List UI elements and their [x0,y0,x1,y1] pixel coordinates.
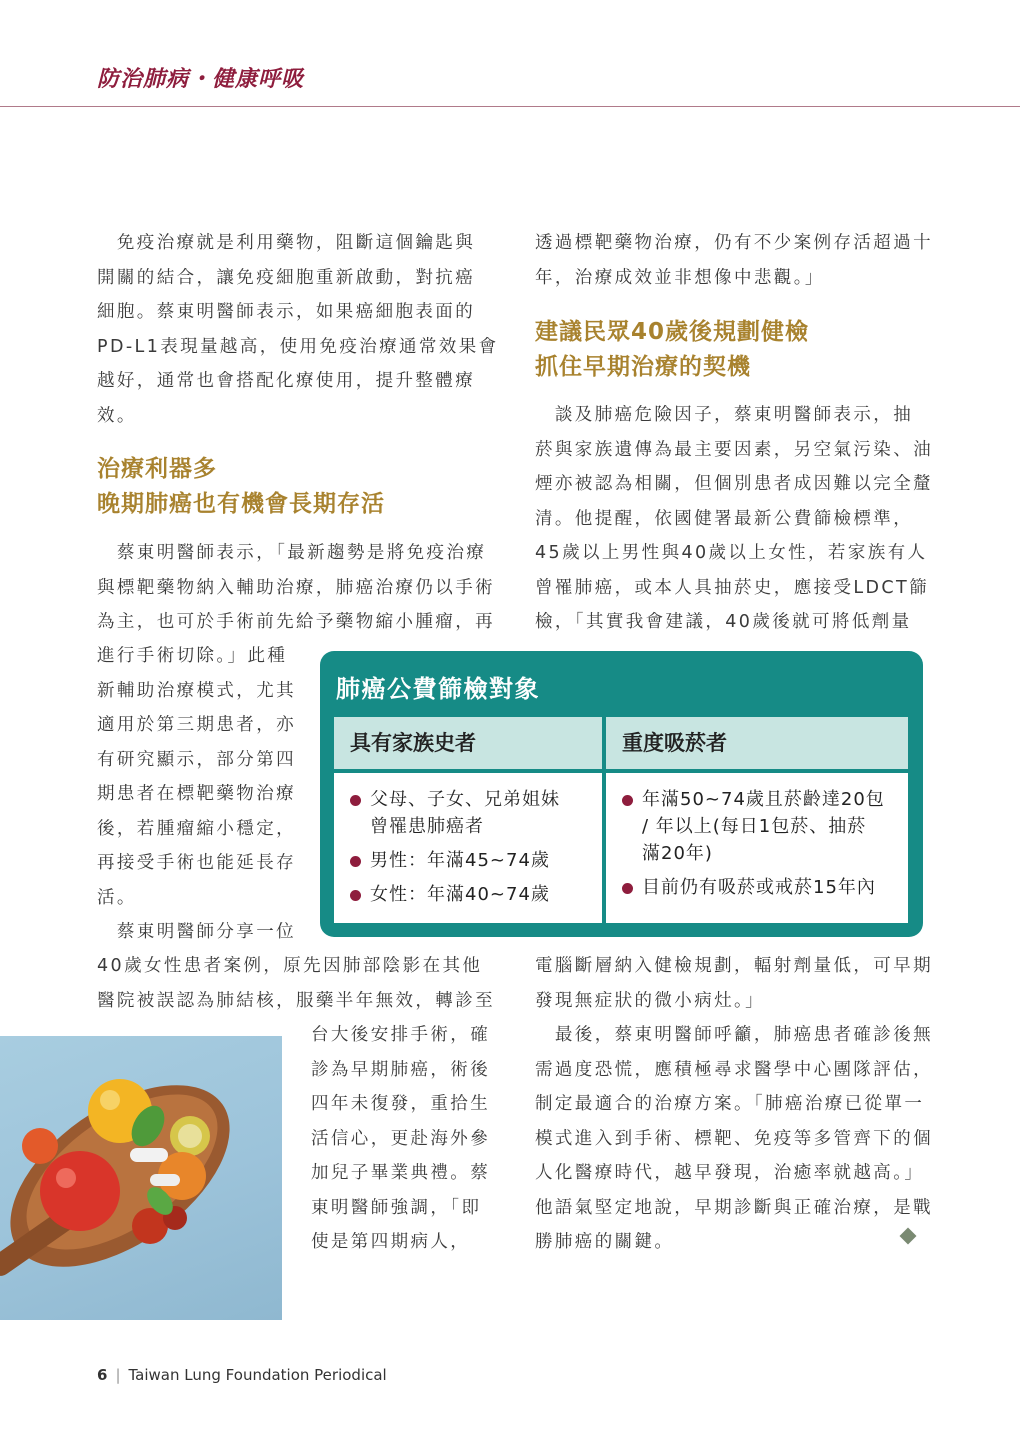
text-line: 東明醫師強調，「即 [311,1197,482,1218]
text-line: 使是第四期病人， [311,1232,471,1252]
text-line: 曾罹肺癌，或本人具抽菸史，應接受LDCT篩 [535,577,930,598]
section-title: 防治肺病・健康呼吸 [97,66,305,92]
text-line: 制定最適合的治療方案。「肺癌治療已從單一 [535,1094,925,1114]
heading-screening-advice [535,315,809,385]
heading-treatment-tools [97,452,385,522]
bullet-item [348,786,592,840]
text-line: 醫院被誤認為肺結核，服藥半年無效，轉診至 [97,990,495,1011]
text-line: 有研究顯示，部分第四 [97,749,296,770]
text-line: 後，若腫瘤縮小穩定， [97,818,296,839]
paragraph-targeted [535,226,933,295]
page-number: 6 [97,1366,108,1384]
column-header-family-history: 具有家族史者 [334,717,602,769]
bullet-item [620,874,898,901]
bullet-item [348,847,592,874]
text-line: 進行手術切除。」此種 [97,646,288,666]
text-line: 他語氣堅定地說，早期診斷與正確治療，是戰 [535,1197,933,1218]
bullet-line: 目前仍有吸菸或戒菸15年內 [642,877,876,898]
publication-name: Taiwan Lung Foundation Periodical [128,1366,387,1384]
paragraph-case [97,949,495,1018]
text-line: 四年未復發，重拾生 [311,1094,491,1114]
text-line: 新輔助治療模式，尤其 [97,680,296,701]
text-line: 人化醫療時代，越早發現，治癒率就越高。」 [535,1163,925,1183]
vegetables-spoon-photo [0,1036,282,1320]
bullet-line: 曾罹患肺癌者 [370,816,484,837]
text-line: 發現無症狀的微小病灶。」 [535,990,766,1011]
bullet-line: 男性：年滿45~74歲 [370,850,550,871]
text-line: 電腦斷層納入健檢規劃，輻射劑量低，可早期 [535,956,933,976]
paragraph-adjuvant [97,536,495,640]
bullet-line: 年滿50~74歲且菸齡達20包 [642,789,885,810]
text-line: 勝肺癌的關鍵。 [535,1232,675,1252]
screening-eligibility-box [320,651,923,937]
bullet-item [620,786,898,867]
bullet-line: 滿20年) [642,843,713,864]
text-line: 開關的結合，讓免疫細胞重新啟動，對抗癌 [97,267,476,288]
text-line: 加兒子畢業典禮。蔡 [311,1163,491,1183]
bullet-item [348,881,592,908]
column-body-family-history [334,773,602,923]
footer-separator: | [115,1366,121,1384]
page-footer [97,1366,387,1384]
bullet-line: / 年以上(每日1包菸、抽菸 [642,816,867,837]
text-line: 模式進入到手術、標靶、免疫等多管齊下的個 [535,1128,933,1149]
text-line: 建議民眾40歲後規劃健檢 [535,319,810,345]
bullet-line: 父母、子女、兄弟姐妹 [370,789,560,810]
text-line: 45歲以上男性與40歲以上女性，若家族有人 [535,543,928,563]
paragraph-adjuvant-narrow [97,639,296,950]
header-divider [0,106,1020,107]
text-line: 細胞。蔡東明醫師表示，如果癌細胞表面的 [97,302,476,322]
text-line: 再接受手術也能延長存 [97,853,296,873]
text-line: 蔡東明醫師分享一位 [97,922,296,942]
text-line: 期患者在標靶藥物治療 [97,784,296,804]
text-line: 適用於第三期患者，亦 [97,715,296,735]
text-line: 治療利器多 [97,456,217,482]
text-line: 檢，「其實我會建議，40歲後就可將低劑量 [535,612,912,632]
text-line: 越好，通常也會搭配化療使用，提升整體療 [97,371,476,391]
text-line: 煙亦被認為相關，但個別患者成因難以完全釐 [535,474,933,494]
text-line: 為主，也可於手術前先給予藥物縮小腫瘤，再 [97,612,495,632]
text-line: 最後，蔡東明醫師呼籲，肺癌患者確診後無 [535,1025,933,1045]
text-line: 與標靶藥物納入輔助治療，肺癌治療仍以手術 [97,577,495,598]
text-line: 抓住早期治療的契機 [535,354,751,380]
text-line: PD-L1表現量越高，使用免疫治療通常效果會 [97,336,499,357]
column-body-heavy-smoker [606,773,908,923]
text-line: 年，治療成效並非想像中悲觀。」 [535,267,825,288]
box-title: 肺癌公費篩檢對象 [336,675,540,703]
paragraph-case-narrow [311,1018,490,1260]
paragraph-conclusion [535,949,933,1260]
text-line: 蔡東明醫師表示，「最新趨勢是將免疫治療 [97,543,487,563]
text-line: 診為早期肺癌，術後 [311,1059,491,1080]
text-line: 40歲女性患者案例，原先因肺部陰影在其他 [97,956,483,976]
column-header-heavy-smoker: 重度吸菸者 [606,717,908,769]
text-line: 台大後安排手術，確 [311,1025,491,1045]
text-line: 菸與家族遺傳為最主要因素，另空氣污染、油 [535,439,933,460]
text-line: 需過度恐慌，應積極尋求醫學中心團隊評估， [535,1059,933,1080]
text-line: 效。 [97,405,137,426]
text-line: 清。他提醒，依國健署最新公費篩檢標準， [535,508,914,529]
text-line: 活信心，更赴海外參 [311,1128,491,1149]
bullet-line: 女性：年滿40~74歲 [370,884,550,905]
text-line: 免疫治療就是利用藥物，阻斷這個鑰匙與 [97,233,476,253]
text-line: 活。 [97,887,137,908]
text-line: 晚期肺癌也有機會長期存活 [97,491,385,517]
paragraph-risk-factors [535,398,933,640]
text-line: 透過標靶藥物治療，仍有不少案例存活超過十 [535,233,933,253]
text-line: 談及肺癌危險因子，蔡東明醫師表示，抽 [535,405,914,425]
paragraph-immunotherapy [97,226,499,433]
